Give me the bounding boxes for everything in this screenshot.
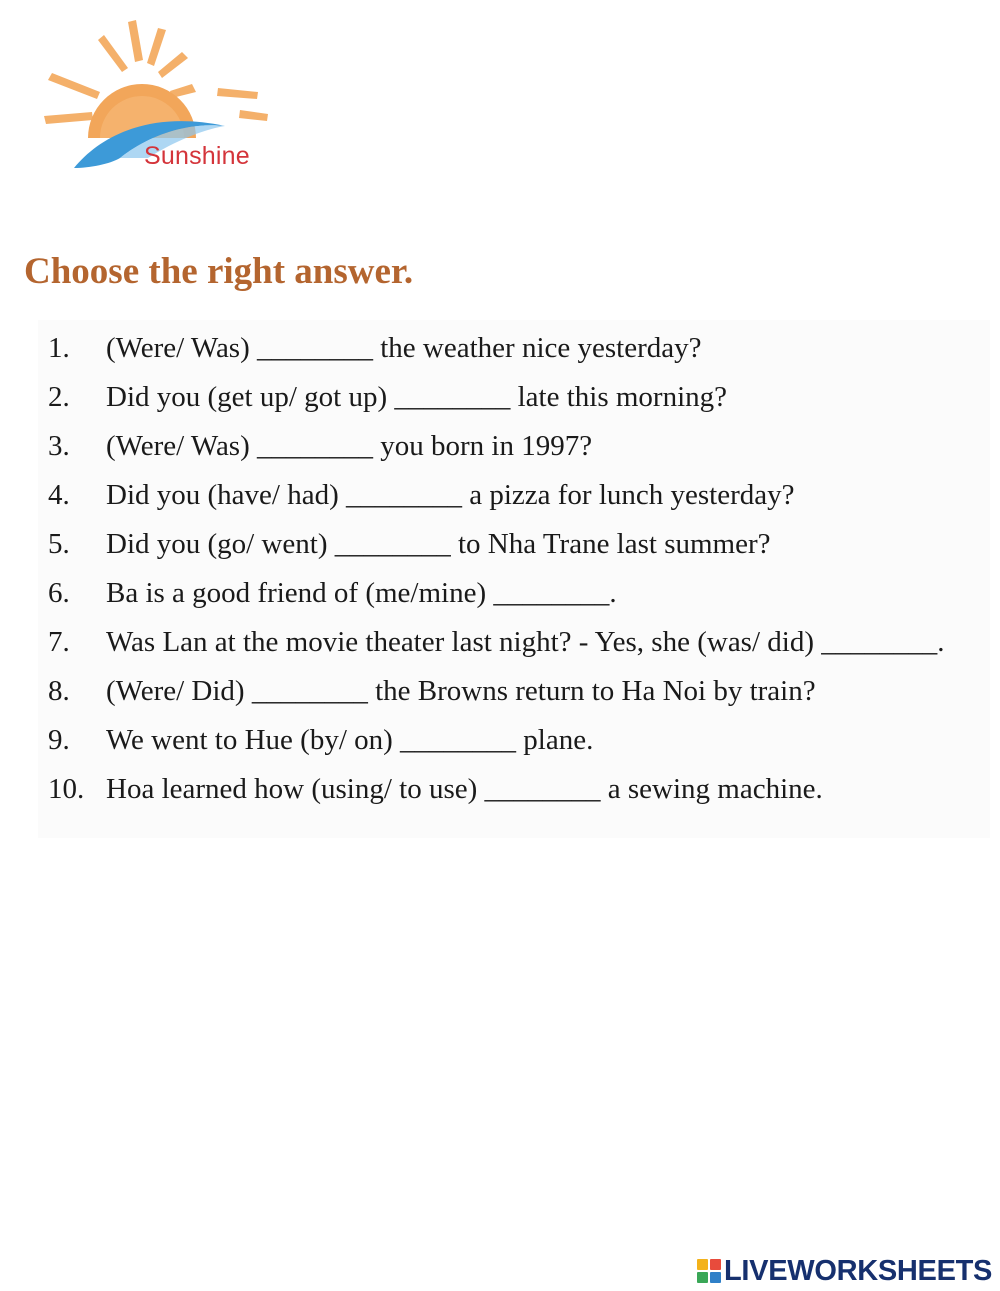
- liveworksheets-icon: [697, 1259, 721, 1283]
- sunshine-logo: [40, 18, 270, 178]
- question-text: (Were/ Was) ________ you born in 1997?: [106, 430, 593, 462]
- question-number: 3.: [48, 430, 70, 462]
- question-number: 10.: [48, 773, 85, 805]
- question-text: Was Lan at the movie theater last night? - Yes, she (was/ did) ________.: [106, 626, 945, 658]
- question-number: 9.: [48, 724, 70, 756]
- question-number: 4.: [48, 479, 70, 511]
- question-text: Did you (get up/ got up) ________ late this morning?: [106, 381, 728, 413]
- question-number: 6.: [48, 577, 70, 609]
- question-text: Did you (go/ went) ________ to Nha Trane last summer?: [106, 528, 771, 560]
- liveworksheets-logo[interactable]: [697, 1254, 992, 1288]
- question-text: (Were/ Did) ________ the Browns return to Ha Noi by train?: [106, 675, 816, 707]
- logo-text: Sunshine: [144, 142, 250, 170]
- question-text: (Were/ Was) ________ the weather nice yesterday?: [106, 332, 702, 364]
- question-number: 2.: [48, 381, 70, 413]
- question-number: 8.: [48, 675, 70, 707]
- question-number: 1.: [48, 332, 70, 364]
- question-number: 5.: [48, 528, 70, 560]
- instruction-heading: Choose the right answer.: [24, 251, 414, 292]
- question-number: 7.: [48, 626, 70, 658]
- question-text: We went to Hue (by/ on) ________ plane.: [106, 724, 594, 756]
- liveworksheets-brand: LIVEWORKSHEETS: [724, 1254, 993, 1287]
- question-text: Did you (have/ had) ________ a pizza for lunch yesterday?: [106, 479, 795, 511]
- question-text: Ba is a good friend of (me/mine) ________.: [106, 577, 617, 609]
- question-text: Hoa learned how (using/ to use) ________ a sewing machine.: [106, 773, 823, 805]
- exercise-panel: [38, 320, 990, 838]
